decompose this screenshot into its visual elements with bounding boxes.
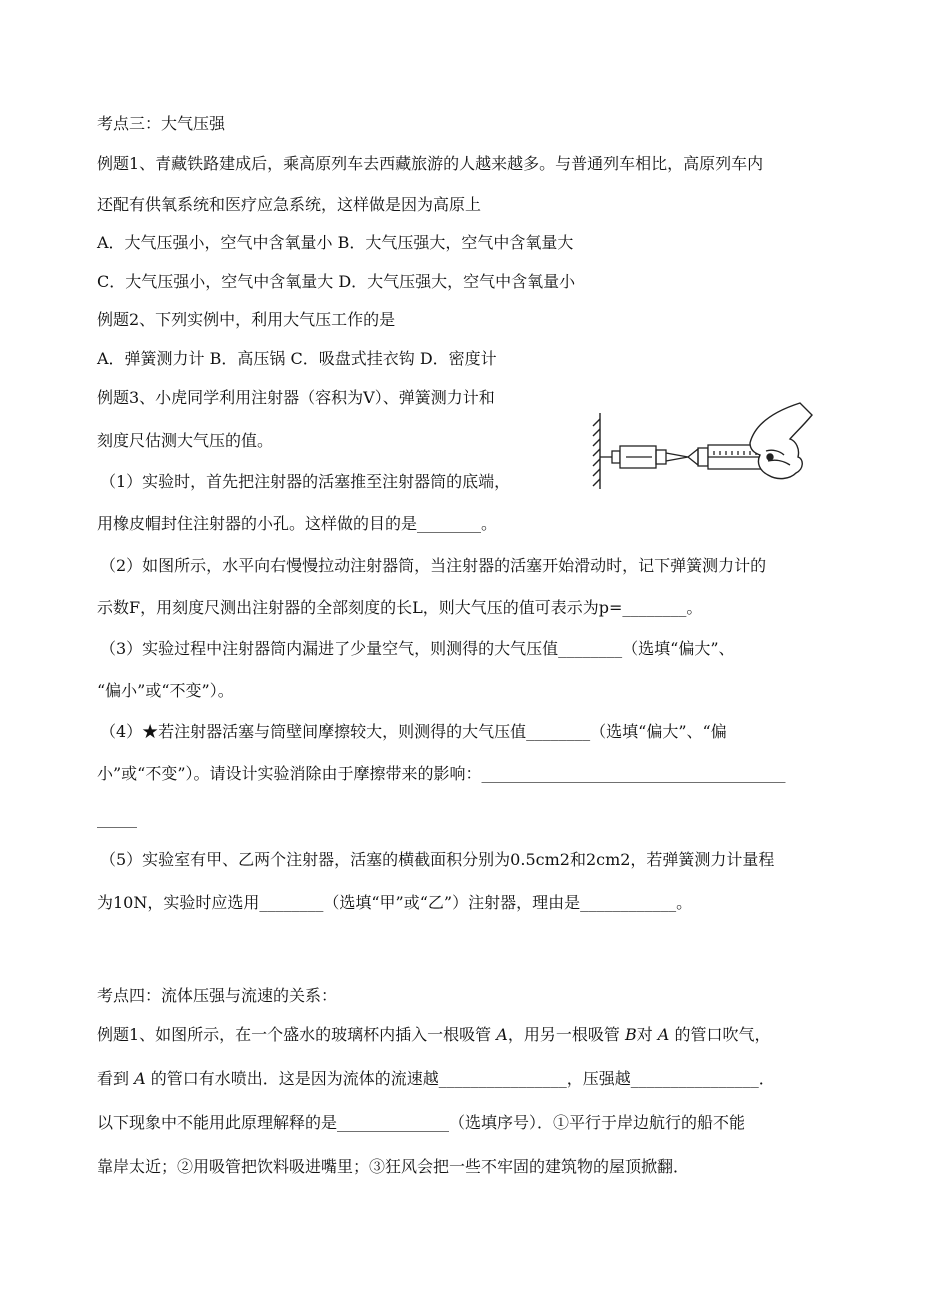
ex3-stem-line2: 刻度尺估测大气压的值。 <box>97 431 274 450</box>
ex1-stem-line2: 还配有供氧系统和医疗应急系统，这样做是因为高原上 <box>97 195 482 214</box>
s4-ex1-line4: 靠岸太近；②用吸管把饮料吸进嘴里；③狂风会把一些不牢固的建筑物的屋顶掀翻． <box>97 1157 690 1176</box>
section4-title: 考点四：流体压强与流速的关系： <box>97 986 338 1005</box>
text-run: 的管口吹气， <box>669 1025 771 1044</box>
ex1-options-ab: A．大气压强小，空气中含氧量小 B．大气压强大，空气中含氧量大 <box>97 233 574 252</box>
text-run: ，用另一根吸管 <box>507 1025 625 1044</box>
syringe-experiment-figure <box>590 393 815 493</box>
ex3-q4-line1: （4）★若注射器活塞与筒壁间摩擦较大，则测得的大气压值________（选填“偏大”、“偏 <box>100 722 727 741</box>
section3-title: 考点三：大气压强 <box>97 114 226 133</box>
ex3-q1-line1: （1）实验时，首先把注射器的活塞推至注射器筒的底端， <box>100 472 511 491</box>
text-run: 对 <box>636 1025 658 1044</box>
hand-icon <box>750 403 812 479</box>
text-run: 例题1、如图所示，在一个盛水的玻璃杯内插入一根吸管 <box>97 1025 497 1044</box>
label-a: A <box>657 1025 670 1044</box>
spring-scale-icon <box>600 446 688 468</box>
ex3-q3-line2: “偏小”或“不变”）。 <box>97 681 234 700</box>
ex3-q5-line1: （5）实验室有甲、乙两个注射器，活塞的横截面积分别为0.5cm2和2cm2，若弹簧测力计量程 <box>100 850 775 869</box>
ex3-q2-line1: （2）如图所示，水平向右慢慢拉动注射器筒，当注射器的活塞开始滑动时，记下弹簧测力计的 <box>100 556 767 575</box>
ex1-options-cd: C．大气压强小，空气中含氧量大 D．大气压强大，空气中含氧量小 <box>97 272 576 291</box>
ex3-stem-line1: 例题3、小虎同学利用注射器（容积为V）、弹簧测力计和 <box>97 388 495 407</box>
ex3-q4-line3: _____ <box>97 809 137 828</box>
ex3-q2-line2: 示数F，用刻度尺测出注射器的全部刻度的长L，则大气压的值可表示为p=________。 <box>97 598 703 617</box>
ex3-q1-line2: 用橡皮帽封住注射器的小孔。这样做的目的是________。 <box>97 514 498 533</box>
ex2-options: A．弹簧测力计 B．高压锅 C．吸盘式挂衣钩 D．密度计 <box>97 349 497 368</box>
label-a: A <box>496 1025 508 1044</box>
ex3-q3-line1: （3）实验过程中注射器筒内漏进了少量空气，则测得的大气压值________（选填“偏大”、 <box>100 639 735 658</box>
ex3-q4-line2: 小”或“不变”）。请设计实验消除由于摩擦带来的影响：______________________________________ <box>97 764 786 783</box>
ex2-stem: 例题2、下列实例中，利用大气压工作的是 <box>97 310 396 329</box>
label-a: A <box>134 1069 146 1088</box>
text-run: 看到 <box>97 1069 135 1088</box>
s4-ex1-line3: 以下现象中不能用此原理解释的是______________（选填序号）．①平行于岸边航行的船不能 <box>97 1113 746 1132</box>
wall-icon <box>593 413 600 489</box>
text-run: 的管口有水喷出．这是因为流体的流速越________________，压强越________________． <box>145 1069 775 1088</box>
s4-ex1-line1 <box>97 1024 770 1046</box>
label-b: B <box>624 1025 637 1044</box>
ex3-q5-line2: 为10N，实验时应选用________（选填“甲”或“乙”）注射器，理由是____________。 <box>97 893 693 912</box>
s4-ex1-line2 <box>97 1068 775 1090</box>
ex1-stem-line1: 例题1、青藏铁路建成后，乘高原列车去西藏旅游的人越来越多。与普通列车相比，高原列车内 <box>97 154 764 173</box>
